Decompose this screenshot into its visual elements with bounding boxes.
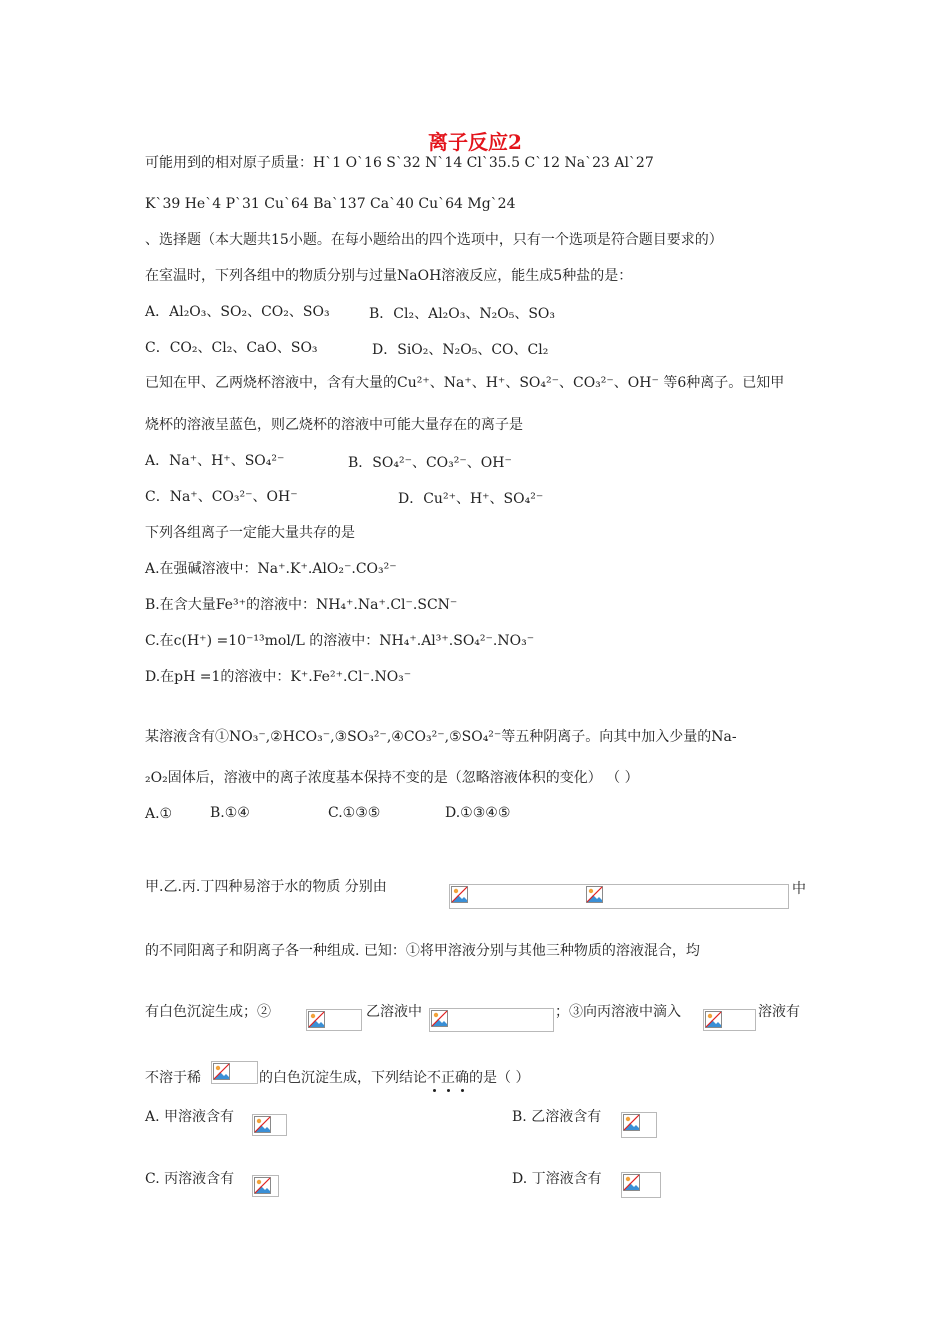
broken-image-icon	[451, 886, 468, 903]
q3-option-c: C.在c(H⁺) =10⁻¹³mol/L 的溶液中：NH₄⁺.Al³⁺.SO₄²⁻.NO₃⁻	[145, 633, 535, 649]
formula-image-placeholder	[449, 884, 789, 909]
broken-image-icon	[254, 1177, 271, 1194]
q5-text: 有白色沉淀生成；②	[145, 1004, 271, 1020]
q3-option-a: A.在强碱溶液中：Na⁺.K⁺.AlO₂⁻.CO₃²⁻	[145, 561, 397, 577]
formula-image-placeholder	[703, 1009, 756, 1031]
formula-image-placeholder	[211, 1061, 258, 1084]
formula-image-placeholder	[252, 1114, 287, 1136]
atomic-mass-line-1: 可能用到的相对原子质量：H`1 O`16 S`32 N`14 Cl`35.5 C`12 Na`23 Al`27	[145, 155, 654, 171]
formula-image-placeholder	[252, 1175, 279, 1197]
formula-image-placeholder	[429, 1008, 554, 1032]
q5-text: ；③向丙溶液中滴入	[555, 1004, 681, 1020]
q1-option-b: B．Cl₂、Al₂O₃、N₂O₅、SO₃	[369, 306, 556, 322]
q5-text: 中	[792, 881, 806, 897]
emphasis-char: 正	[441, 1070, 455, 1086]
q4-option-c: C.①③⑤	[328, 805, 381, 821]
q5-stem-line-1	[145, 878, 387, 896]
broken-image-icon	[623, 1174, 640, 1191]
q4-option-b: B.①④	[210, 805, 250, 821]
q5-text: 乙溶液中	[366, 1004, 422, 1020]
q3-option-d: D.在pH =1的溶液中：K⁺.Fe²⁺.Cl⁻.NO₃⁻	[145, 669, 412, 685]
q5-text	[259, 1067, 529, 1087]
q2-option-a: A．Na⁺、H⁺、SO₄²⁻	[145, 453, 285, 469]
q3-option-b: B.在含大量Fe³⁺的溶液中：NH₄⁺.Na⁺.Cl⁻.SCN⁻	[145, 597, 458, 613]
q4-option-a: A.①	[145, 806, 173, 822]
formula-image-placeholder	[306, 1009, 362, 1031]
q5-option-b: B. 乙溶液含有	[512, 1109, 602, 1125]
broken-image-icon	[586, 886, 603, 903]
q5-stem-line-2: 的不同阳离子和阴离子各一种组成. 已知：①将甲溶液分别与其他三种物质的溶液混合，均	[145, 943, 700, 959]
q1-option-c: C．CO₂、Cl₂、CaO、SO₃	[145, 340, 318, 356]
q4-stem-line-2: ₂O₂固体后，溶液中的离子浓度基本保持不变的是（忽略溶液体积的变化） （ ）	[145, 770, 639, 786]
q4-stem-line-1: 某溶液含有①NO₃⁻,②HCO₃⁻,③SO₃²⁻,④CO₃²⁻,⑤SO₄²⁻等五种阴离子。向其中加入少量的Na-	[145, 729, 737, 745]
q2-stem-line-1: 已知在甲、乙两烧杯溶液中，含有大量的Cu²⁺、Na⁺、H⁺、SO₄²⁻、CO₃²⁻、OH⁻ 等6种离子。已知甲	[145, 375, 785, 391]
emphasis-char: 确	[455, 1070, 469, 1086]
formula-image-placeholder	[621, 1172, 661, 1198]
q5-option-a: A. 甲溶液含有	[145, 1109, 235, 1125]
q5-option-d: D. 丁溶液含有	[512, 1171, 602, 1187]
page-title: 离子反应2	[428, 130, 522, 154]
q1-option-d: D．SiO₂、N₂O₅、CO、Cl₂	[372, 342, 549, 358]
emphasis-char: 不	[427, 1070, 441, 1086]
q4-option-d: D.①③④⑤	[445, 805, 511, 821]
q5-text: 的白色沉淀生成，下列结论	[259, 1070, 427, 1086]
q2-option-b: B．SO₄²⁻、CO₃²⁻、OH⁻	[348, 455, 512, 471]
q3-stem: 下列各组离子一定能大量共存的是	[145, 525, 355, 541]
broken-image-icon	[213, 1063, 230, 1080]
atomic-mass-line-2: K`39 He`4 P`31 Cu`64 Ba`137 Ca`40 Cu`64 Mg`24	[145, 196, 516, 212]
q5-text: 溶液有	[758, 1004, 800, 1020]
broken-image-icon	[431, 1010, 448, 1027]
q2-stem-line-2: 烧杯的溶液呈蓝色，则乙烧杯的溶液中可能大量存在的离子是	[145, 417, 523, 433]
broken-image-icon	[308, 1011, 325, 1028]
q5-option-c: C. 丙溶液含有	[145, 1171, 235, 1187]
q5-text: 不溶于稀	[145, 1070, 201, 1086]
q1-option-a: A．Al₂O₃、SO₂、CO₂、SO₃	[145, 304, 330, 320]
formula-image-placeholder	[621, 1112, 657, 1138]
section-header: 、选择题（本大题共15小题。在每小题给出的四个选项中，只有一个选项是符合题目要求的）	[145, 232, 723, 248]
q5-text: 的是（ ）	[469, 1070, 530, 1086]
q2-option-c: C．Na⁺、CO₃²⁻、OH⁻	[145, 489, 298, 505]
broken-image-icon	[623, 1114, 640, 1131]
broken-image-icon	[254, 1116, 271, 1133]
q5-text: 甲.乙.丙.丁四种易溶于水的物质 分别由	[145, 879, 387, 895]
broken-image-icon	[705, 1011, 722, 1028]
q1-stem: 在室温时，下列各组中的物质分别与过量NaOH溶液反应，能生成5种盐的是：	[145, 268, 633, 284]
q2-option-d: D．Cu²⁺、H⁺、SO₄²⁻	[398, 491, 544, 507]
